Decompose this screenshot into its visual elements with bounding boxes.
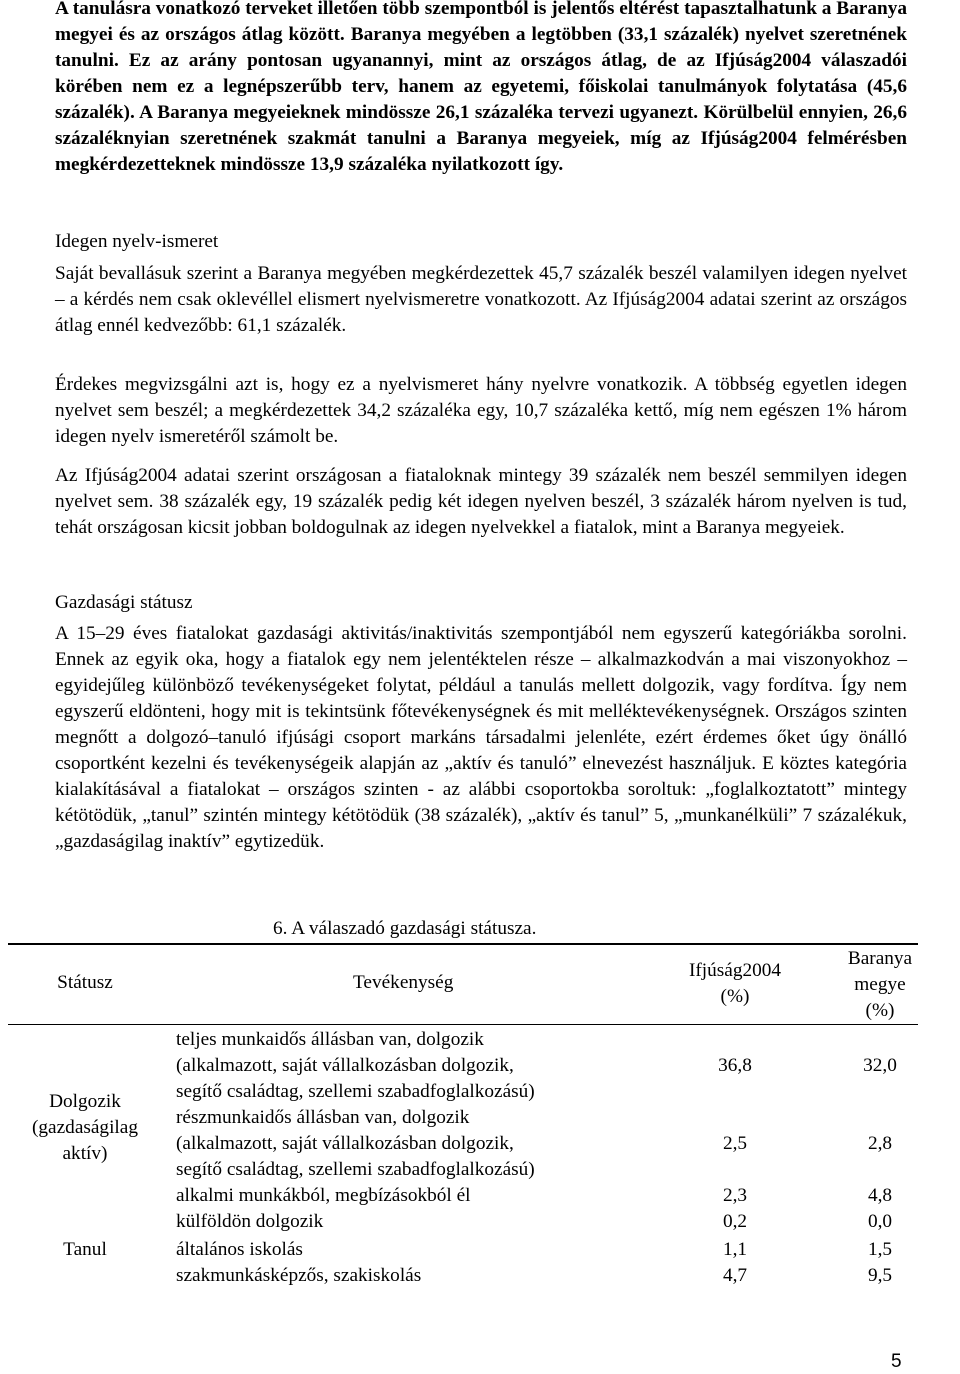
status-studying: Tanul [63, 1239, 107, 1260]
table-cell-ifjusag: 36,8 [718, 1055, 752, 1076]
table-row-activity-line: alkalmi munkákból, megbízásokból él [176, 1185, 471, 1206]
table-cell-ifjusag: 0,2 [722, 1211, 748, 1232]
table-caption: 6. A válaszadó gazdasági státusza. [273, 918, 537, 939]
table-cell-ifjusag: 2,3 [722, 1185, 748, 1206]
table-cell-ifjusag: 2,5 [722, 1133, 748, 1154]
table-cell-baranya: 9,5 [867, 1265, 893, 1286]
header-baranya-line2: megye [854, 974, 906, 995]
header-ifjusag-line1: Ifjúság2004 [688, 960, 782, 981]
table-cell-baranya: 32,0 [863, 1055, 897, 1076]
paragraph-economic-status: A 15–29 éves fiatalokat gazdasági aktivitás/inaktivitás szempontjából nem egyszerű kategóriákba sorolni. Ennek az egyik oka, hogy a fiatalok egy nem jelentéktelen része – alkalmazkodván a mai viszonyokhoz – egyidejűleg különböző tevékenységeket folytat, például a tanulás mellett dolgozik, vagy fordítva. Így nem egyszerű eldönteni, hogy mit is tekintsünk főtevékenységnek és mit melléktevékenységnek. Országos szinten megnőtt a dolgozó–tanuló ifjúsági csoport markáns társadalmi jelenléte, ezért érdemes őket úgy önálló csoportként kezelni és tevékenységeik alapján az „aktív és tanuló” elnevezést használjuk. E köztes kategória kialakításával a fiatalokat – országos szinten - az alábbi csoportokba soroltuk: „foglalkoztatott” mintegy kétötödük, „tanul” szintén mintegy kétötödük (38 százalék), „aktív és tanul” 5, „munkanélküli” 7 százalékuk, „gazdaságilag inaktív” egytizedük. [55, 623, 907, 852]
status-working-line3: aktív) [62, 1143, 108, 1164]
paragraph-number-of-languages: Érdekes megvizsgálni azt is, hogy ez a nyelvismeret hány nyelvre vonatkozik. A többség egyetlen idegen nyelvet sem beszél; a megkérdezettek 34,2 százaléka egy, 10,7 százaléka kettő, míg nem egészen 1% három idegen nyelv ismeretéről számolt be. [55, 374, 907, 447]
header-baranya-line1: Baranya [847, 948, 913, 969]
table-header-rule [8, 1024, 918, 1025]
status-working-line2: (gazdaságilag [32, 1117, 138, 1138]
table-row-activity-line: általános iskolás [176, 1239, 303, 1260]
table-cell-baranya: 2,8 [867, 1133, 893, 1154]
header-activity: Tevékenység [353, 972, 454, 993]
table-cell-ifjusag: 4,7 [722, 1265, 748, 1286]
header-ifjusag-line2: (%) [720, 986, 750, 1007]
paragraph-study-plans: A tanulásra vonatkozó terveket illetően több szempontból is jelentős eltérést tapasztalhatunk a Baranya megyei és az országos átlag között. Baranya megyében a legtöbben (33,1 százalék) nyelvet szeretnének tanulni. Ez az arány pontosan ugyanannyi, mint az országos átlag, de az Ifjúság2004 válaszadói körében nem ez a legnépszerűbb terv, hanem az egyetemi, főiskolai tanulmányok folytatása (45,6 százalék). A Baranya megyeieknek mindössze 26,1 százaléka tervezi ugyanezt. Körülbelül ennyien, 26,6 százaléknyian szeretnének szakmát tanulni a Baranya megyeiek, míg az Ifjúság2004 felmérésben megkérdezetteknek mindössze 13,9 százaléka nyilatkozott így. [55, 0, 907, 175]
paragraph-national-languages: Az Ifjúság2004 adatai szerint országosan a fiataloknak mintegy 39 százalék nem beszél semmilyen idegen nyelvet sem. 38 százalék egy, 19 százalék pedig két idegen nyelven beszél, 3 százalék három nyelven is tud, tehát országosan kicsit jobban boldogulnak az idegen nyelvekkel a fiatalok, mint a Baranya megyeiek. [55, 465, 907, 538]
table-row-activity-line: (alkalmazott, saját vállalkozásban dolgozik, [176, 1055, 514, 1076]
status-working-line1: Dolgozik [49, 1091, 121, 1112]
table-top-rule [8, 943, 918, 945]
table-row-activity-line: (alkalmazott, saját vállalkozásban dolgozik, [176, 1133, 514, 1154]
header-baranya-line3: (%) [865, 1000, 895, 1021]
heading-economic-status: Gazdasági státusz [55, 592, 193, 613]
table-row-activity-line: részmunkaidős állásban van, dolgozik [176, 1107, 470, 1128]
table-row-activity-line: segítő családtag, szellemi szabadfoglalkozású) [176, 1081, 535, 1102]
table-row-activity-line: szakmunkásképzős, szakiskolás [176, 1265, 422, 1286]
paragraph-language-knowledge: Saját bevallásuk szerint a Baranya megyében megkérdezettek 45,7 százalék beszél valamilyen idegen nyelvet – a kérdés nem csak oklevéllel elismert nyelvismeretre vonatkozott. Az Ifjúság2004 adatai szerint az országos átlag ennél kedvezőbb: 61,1 százalék. [55, 263, 907, 336]
table-cell-baranya: 0,0 [867, 1211, 893, 1232]
page-number: 5 [891, 1351, 902, 1372]
table-row-activity-line: segítő családtag, szellemi szabadfoglalkozású) [176, 1159, 535, 1180]
table-row-activity-line: külföldön dolgozik [176, 1211, 324, 1232]
header-status: Státusz [57, 972, 113, 993]
heading-foreign-language: Idegen nyelv-ismeret [55, 231, 219, 252]
table-cell-baranya: 1,5 [867, 1239, 893, 1260]
table-row-activity-line: teljes munkaidős állásban van, dolgozik [176, 1029, 484, 1050]
table-cell-baranya: 4,8 [867, 1185, 893, 1206]
table-cell-ifjusag: 1,1 [722, 1239, 748, 1260]
